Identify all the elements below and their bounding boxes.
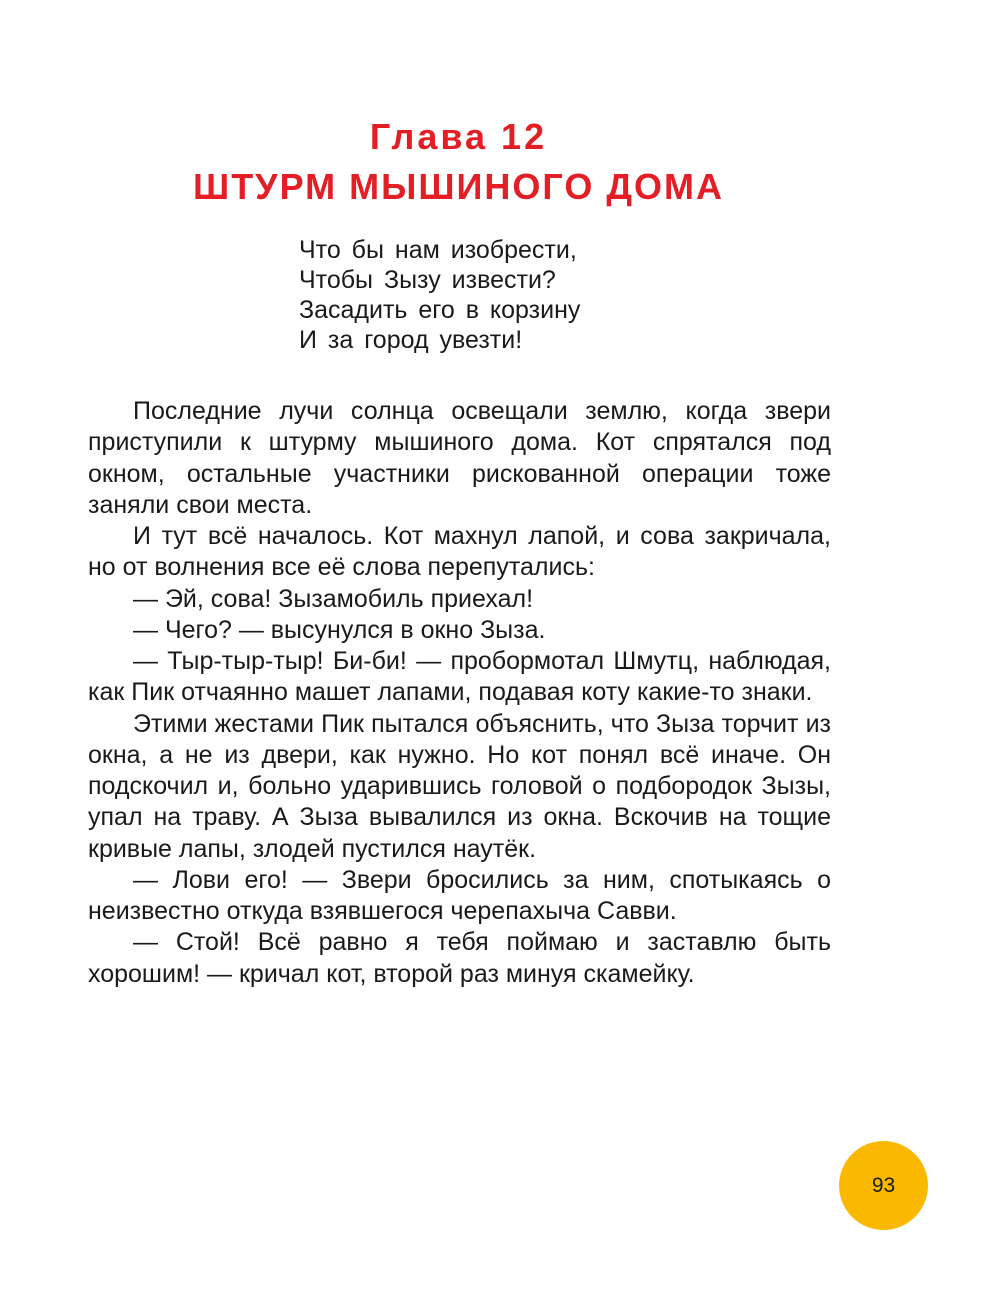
epigraph-line: И за город увезти! [299, 326, 523, 354]
paragraph: — Тыр-тыр-тыр! Би-би! — пробормотал Шмутц, наблюдая, как Пик отчаянно машет лапами, подавая коту какие-то знаки. [88, 647, 831, 707]
chapter-heading [0, 112, 917, 212]
chapter-title: ШТУРМ МЫШИНОГО ДОМА [193, 166, 724, 207]
paragraph: Этими жестами Пик пытался объяснить, что Зыза торчит из окна, а не из двери, как нужно. Но кот понял всё иначе. Он подскочил и, больно ударившись головой о подбородок Зызы, упал на траву. А Зыза вывалился из окна. Вскочив на тощие кривые лапы, злодей пустился наутёк. [88, 709, 831, 863]
epigraph-line: Засадить его в корзину [299, 296, 581, 324]
paragraph: — Лови его! — Звери бросились за ним, спотыкаясь о неизвестно откуда взявшегося черепахыча Савви. [88, 865, 831, 925]
chapter-number: Глава 12 [369, 116, 548, 157]
page-number-badge [839, 1141, 928, 1230]
paragraph: — Чего? — высунулся в окно Зыза. [133, 615, 546, 644]
epigraph-poem [299, 235, 580, 355]
paragraph: Последние лучи солнца освещали землю, когда звери приступили к штурму мышиного дома. Кот спрятался под окном, остальные участники рискованной операции тоже заняли свои места. [88, 397, 831, 519]
paragraph: И тут всё началось. Кот махнул лапой, и сова закричала, но от волнения все её слова перепутались: [88, 522, 831, 582]
paragraph: — Стой! Всё равно я тебя поймаю и заставлю быть хорошим! — кричал кот, второй раз минуя скамейку. [88, 928, 831, 988]
paragraph: — Эй, сова! Зызамобиль приехал! [133, 584, 534, 613]
page-number: 93 [871, 1173, 896, 1197]
epigraph-line: Чтобы Зызу извести? [299, 266, 556, 294]
epigraph-line: Что бы нам изобрести, [299, 236, 577, 264]
story-text [88, 396, 831, 990]
